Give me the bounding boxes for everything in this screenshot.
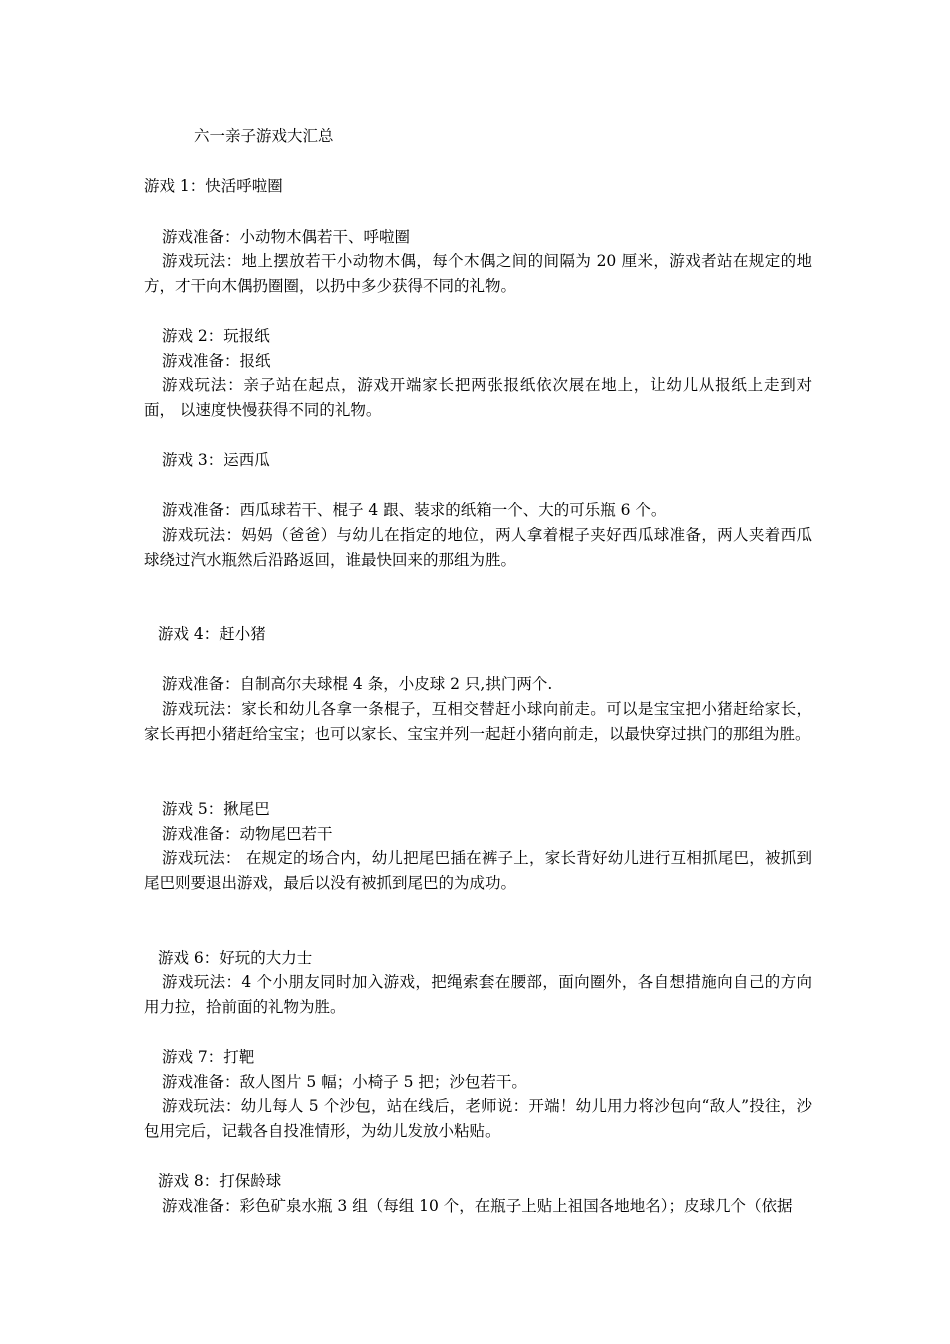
game-6-rules: 游戏玩法：4 个小朋友同时加入游戏，把绳索套在腰部，面向圈外，各自想措施向自己的方向用力拉，拾前面的礼物为胜。 xyxy=(144,973,812,1016)
game-4-preparation: 游戏准备：自制高尔夫球棍 4 条，小皮球 2 只,拱门两个. xyxy=(162,675,553,693)
game-7-rules: 游戏玩法：幼儿每人 5 个沙包，站在线后，老师说：开端！幼儿用力将沙包向“敌人”投往，沙包用完后，记载各自投准情形，为幼儿发放小粘贴。 xyxy=(144,1097,812,1140)
game-2-rules: 游戏玩法：亲子站在起点，游戏开端家长把两张报纸依次展在地上，让幼儿从报纸上走到对面， 以速度快慢获得不同的礼物。 xyxy=(144,376,812,419)
game-1-heading: 游戏 1：快活呼啦圈 xyxy=(144,177,283,195)
game-7-heading: 游戏 7：打靶 xyxy=(162,1048,255,1066)
game-6-heading: 游戏 6：好玩的大力士 xyxy=(158,949,313,967)
game-4-rules: 游戏玩法：家长和幼儿各拿一条棍子，互相交替赶小球向前走。可以是宝宝把小猪赶给家长，家长再把小猪赶给宝宝；也可以家长、宝宝并列一起赶小猪向前走，以最快穿过拱门的那组为胜。 xyxy=(144,700,812,743)
game-4-heading: 游戏 4：赶小猪 xyxy=(158,625,266,643)
game-3-rules: 游戏玩法：妈妈（爸爸）与幼儿在指定的地位，两人拿着棍子夹好西瓜球准备，两人夹着西瓜球绕过汽水瓶然后沿路返回，谁最快回来的那组为胜。 xyxy=(144,526,812,569)
game-5-rules: 游戏玩法： 在规定的场合内，幼儿把尾巴插在裤子上，家长背好幼儿进行互相抓尾巴，被抓到尾巴则要退出游戏，最后以没有被抓到尾巴的为成功。 xyxy=(144,849,812,892)
game-8-heading: 游戏 8：打保龄球 xyxy=(158,1172,282,1190)
game-8-preparation: 游戏准备：彩色矿泉水瓶 3 组（每组 10 个，在瓶子上贴上祖国各地地名）；皮球几个（依据 xyxy=(162,1197,793,1215)
game-2-preparation: 游戏准备：报纸 xyxy=(162,352,271,370)
game-3-preparation: 游戏准备：西瓜球若干、棍子 4 跟、装求的纸箱一个、大的可乐瓶 6 个。 xyxy=(162,501,667,519)
game-2-heading: 游戏 2：玩报纸 xyxy=(162,327,270,345)
game-5-preparation: 游戏准备：动物尾巴若干 xyxy=(162,825,333,843)
game-1-rules: 游戏玩法：地上摆放若干小动物木偶，每个木偶之间的间隔为 20 厘米，游戏者站在规定的地方，才干向木偶扔圈圈，以扔中多少获得不同的礼物。 xyxy=(144,252,812,295)
game-1-preparation: 游戏准备：小动物木偶若干、呼啦圈 xyxy=(162,228,411,246)
game-7-preparation: 游戏准备：敌人图片 5 幅；小椅子 5 把；沙包若干。 xyxy=(162,1073,527,1091)
game-5-heading: 游戏 5：揪尾巴 xyxy=(162,800,270,818)
game-3-heading: 游戏 3：运西瓜 xyxy=(162,451,270,469)
document-title: 六一亲子游戏大汇总 xyxy=(194,127,334,145)
